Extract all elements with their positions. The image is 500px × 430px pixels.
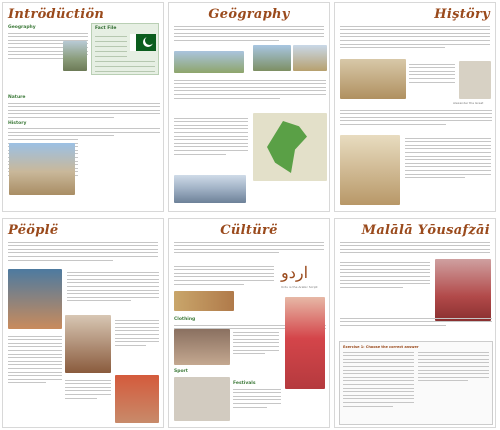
subheading-geography: Geography [8, 25, 36, 30]
page-malala [334, 218, 496, 428]
malala-photo [435, 259, 491, 321]
exercise-heading: Exercise 1: Choose the correct answer [343, 345, 419, 349]
river-photo [174, 175, 246, 203]
subheading-sport: Sport [174, 369, 188, 374]
lake-photo [253, 45, 291, 71]
image-caption: Alexander the Great [453, 101, 484, 105]
valley-photo [174, 51, 244, 73]
text-block [8, 333, 62, 386]
woman-photo [285, 297, 325, 389]
page-title: Intrödüctiön [8, 7, 105, 22]
text-block [174, 115, 248, 157]
fact-file-box [91, 23, 159, 75]
text-block [233, 379, 281, 410]
dress-photo [174, 329, 230, 365]
text-block [115, 317, 159, 348]
subheading-festivals: Festivals [233, 381, 256, 386]
text-block [65, 377, 111, 401]
text-block [67, 269, 159, 304]
text-block [233, 329, 279, 357]
text-block [174, 77, 326, 101]
food-photo [174, 291, 234, 311]
page-culture [168, 218, 330, 428]
page-introduction [2, 2, 164, 212]
fort-photo [9, 143, 75, 195]
alexander-bust [459, 61, 491, 99]
page-title: Hiştöry [434, 7, 490, 22]
text-block [340, 107, 492, 128]
text-block [340, 259, 430, 290]
pakistan-flag-icon [130, 34, 156, 51]
page-title: Pëöplë [8, 223, 59, 238]
text-block [405, 135, 491, 181]
mountain-photo [63, 41, 87, 71]
subheading-clothing: Clothing [174, 317, 196, 322]
page-title: Malālā Yōusafzāi [361, 223, 490, 238]
text-block [174, 263, 274, 287]
urdu-script: اردو [281, 263, 309, 282]
text-block [340, 315, 492, 328]
child-photo [8, 269, 62, 329]
mosque-photo [340, 135, 400, 205]
fact-file-heading: Fact File [95, 26, 117, 31]
page-title: Geögraphy [208, 7, 290, 22]
man-photo [65, 315, 111, 373]
subheading-nature: Nature [8, 95, 26, 100]
text-block [409, 61, 455, 85]
exercise-box [339, 341, 493, 425]
subheading-history: History [8, 120, 27, 126]
ruins-photo [340, 59, 406, 99]
page-geography [168, 2, 330, 212]
text-block [174, 367, 244, 374]
girl-photo [115, 375, 159, 423]
page-title: Cültürë [220, 223, 278, 238]
page-history [334, 2, 496, 212]
image-caption: Urdu is the Arabic Script [281, 285, 318, 289]
pakistan-map [253, 113, 327, 181]
page-people [2, 218, 164, 428]
desert-photo [293, 45, 327, 71]
cricket-players-photo [174, 377, 230, 421]
